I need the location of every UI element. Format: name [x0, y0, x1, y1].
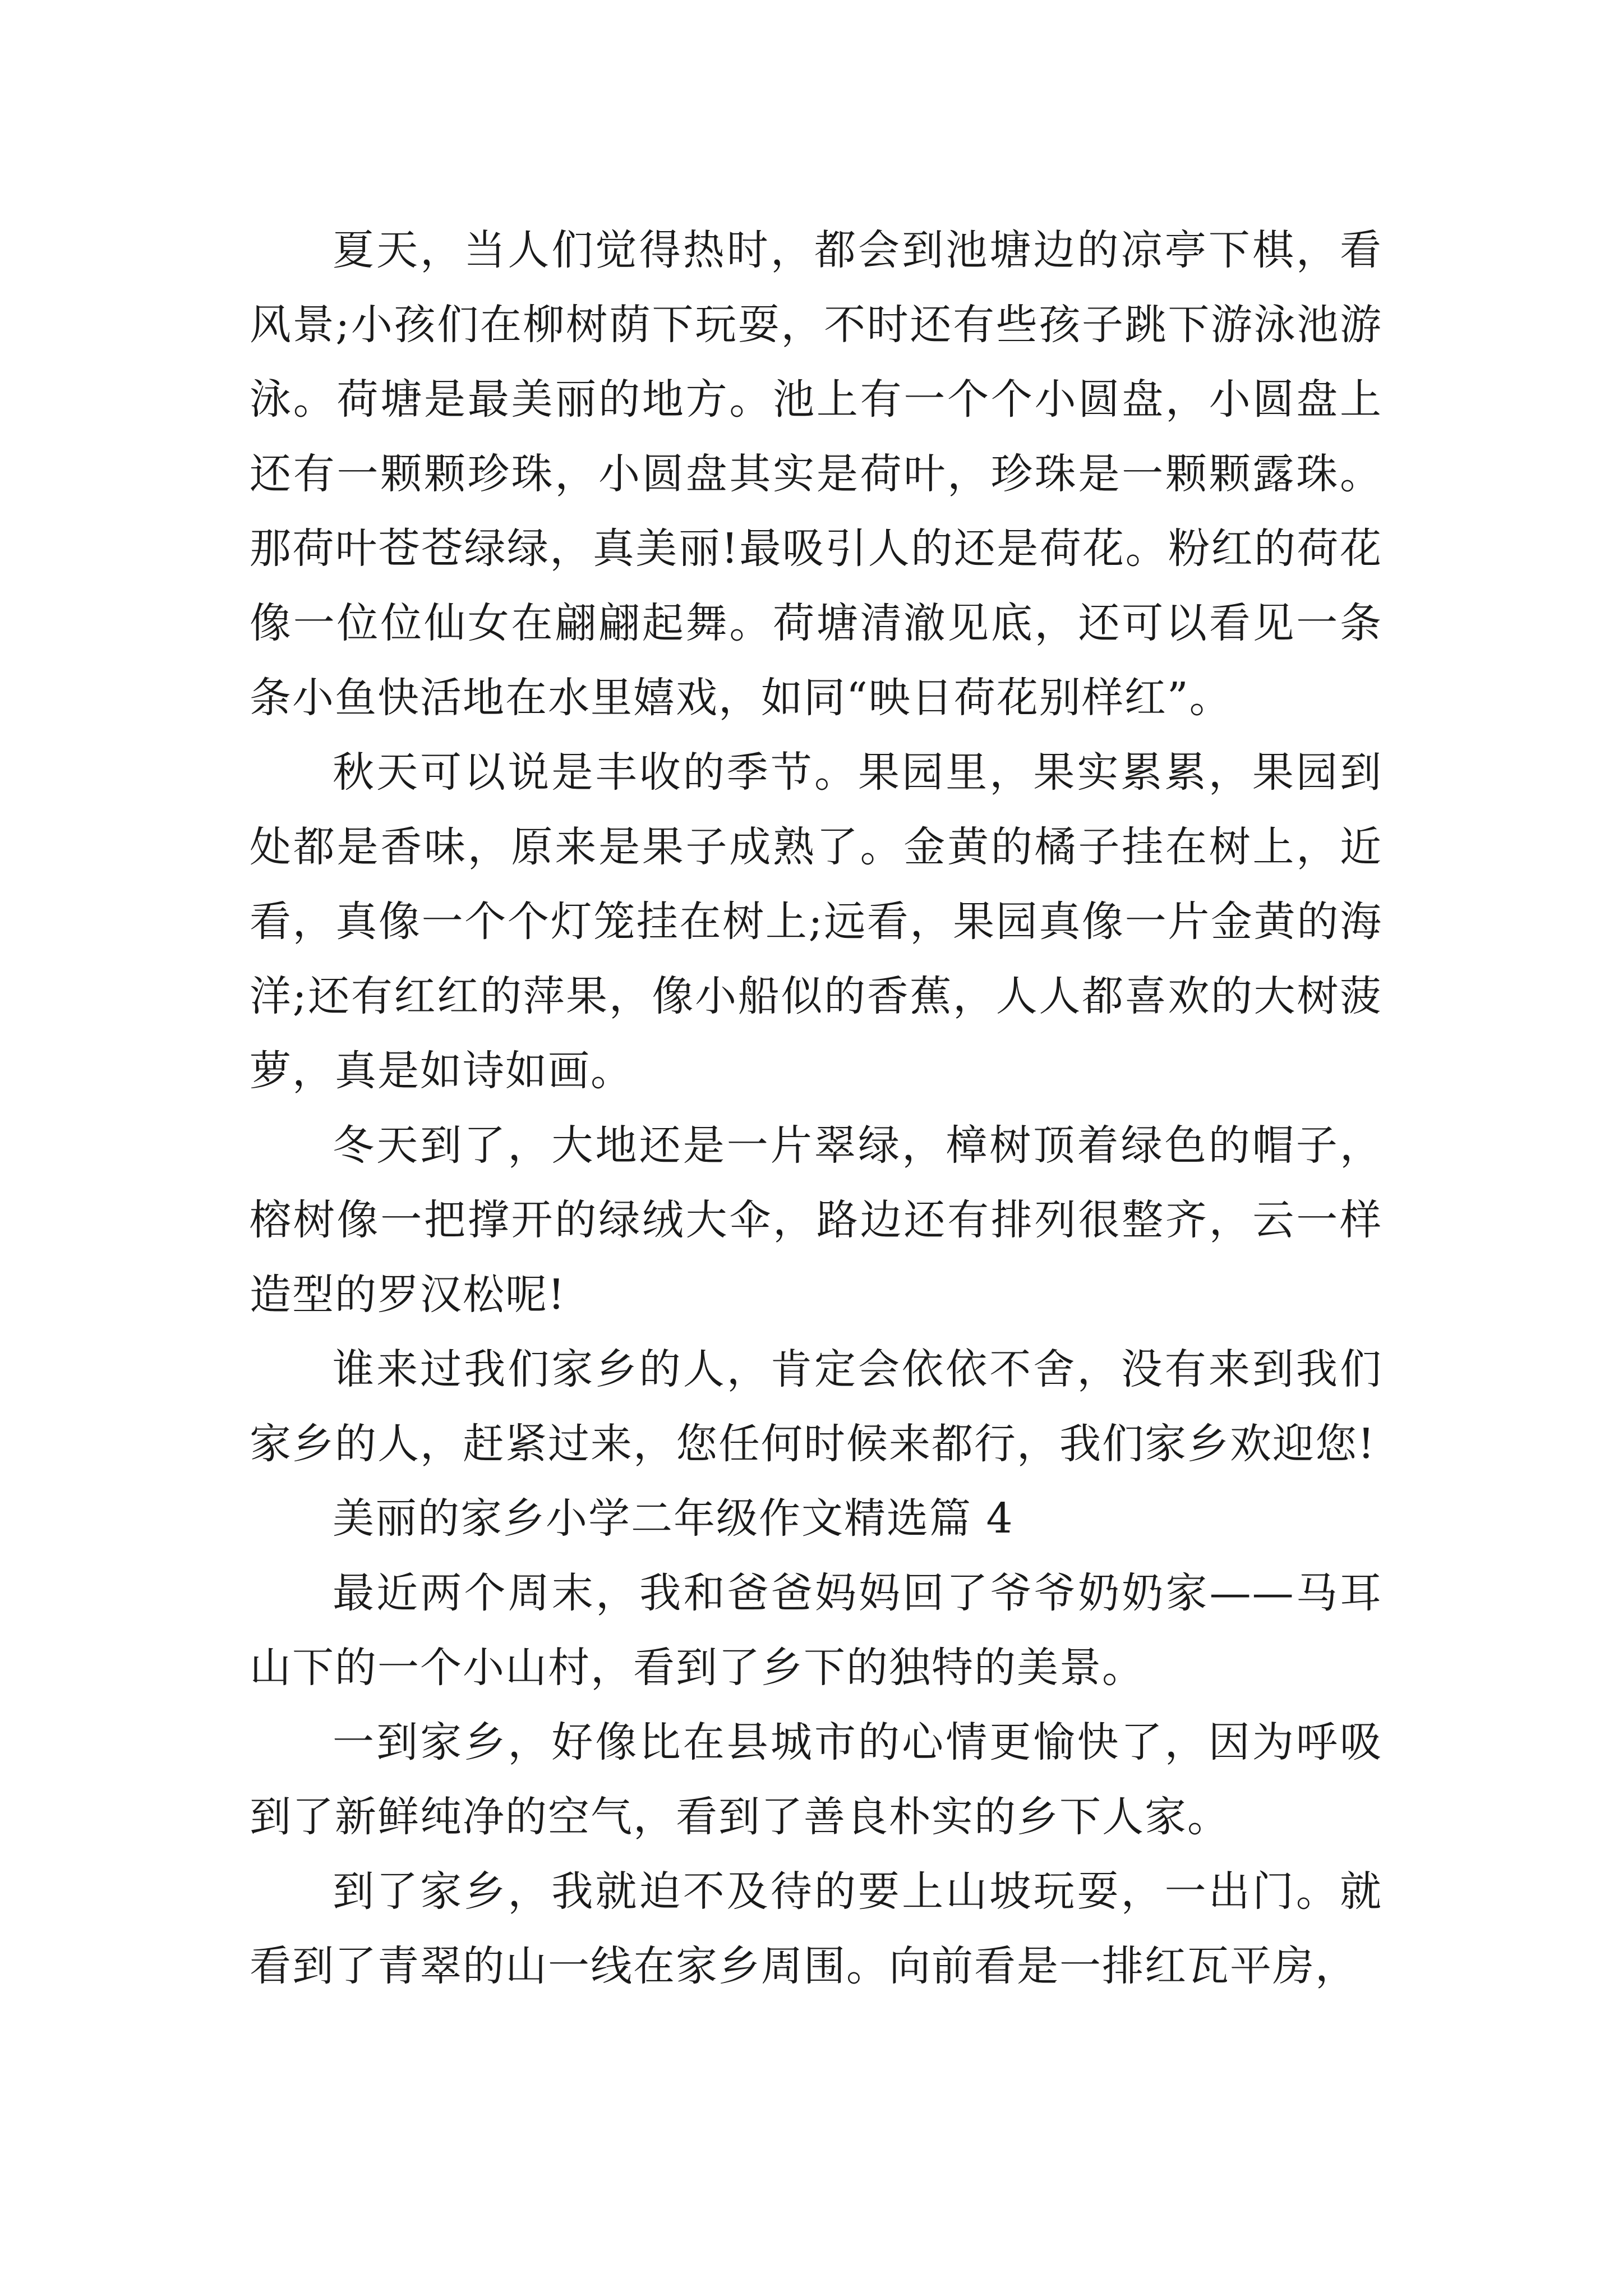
paragraph-autumn: 秋天可以说是丰收的季节。果园里，果实累累，果园到处都是香味，原来是果子成熟了。金黄的橘子挂在树上，近看，真像一个个灯笼挂在树上;远看，果园真像一片金黄的海洋;还有红红的萍果，像小船似的香蕉，人人都喜欢的大树菠萝，真是如诗如画。: [250, 748, 1382, 1095]
paragraph-weekend-trip: 最近两个周末，我和爸爸妈妈回了爷爷奶奶家——马耳山下的一个小山村，看到了乡下的独特的美景。: [250, 1569, 1382, 1692]
paragraph-welcome: 谁来过我们家乡的人，肯定会依依不舍，没有来到我们家乡的人，赶紧过来，您任何时候来都行，我们家乡欢迎您!: [250, 1345, 1382, 1468]
essay-body: [250, 213, 1382, 2004]
section-title: 美丽的家乡小学二年级作文精选篇 4: [333, 1494, 1014, 1543]
paragraph-summer: 夏天，当人们觉得热时，都会到池塘边的凉亭下棋，看风景;小孩们在柳树荫下玩耍，不时还有些孩子跳下游泳池游泳。荷塘是最美丽的地方。池上有一个个小圆盘，小圆盘上还有一颗颗珍珠，小圆盘其实是荷叶，珍珠是一颗颗露珠。那荷叶苍苍绿绿，真美丽!最吸引人的还是荷花。粉红的荷花像一位位仙女在翩翩起舞。荷塘清澈见底，还可以看见一条条小鱼快活地在水里嬉戏，如同“映日荷花别样红”。: [250, 226, 1382, 722]
paragraph-winter: 冬天到了，大地还是一片翠绿，樟树顶着绿色的帽子，榕树像一把撑开的绿绒大伞，路边还有排列很整齐，云一样造型的罗汉松呢!: [250, 1121, 1382, 1319]
paragraph-hillside: 到了家乡，我就迫不及待的要上山坡玩耍，一出门。就看到了青翠的山一线在家乡周围。向前看是一排红瓦平房，: [250, 1867, 1382, 1990]
paragraph-arrival: 一到家乡，好像比在县城市的心情更愉快了，因为呼吸到了新鲜纯净的空气，看到了善良朴实的乡下人家。: [250, 1718, 1382, 1841]
